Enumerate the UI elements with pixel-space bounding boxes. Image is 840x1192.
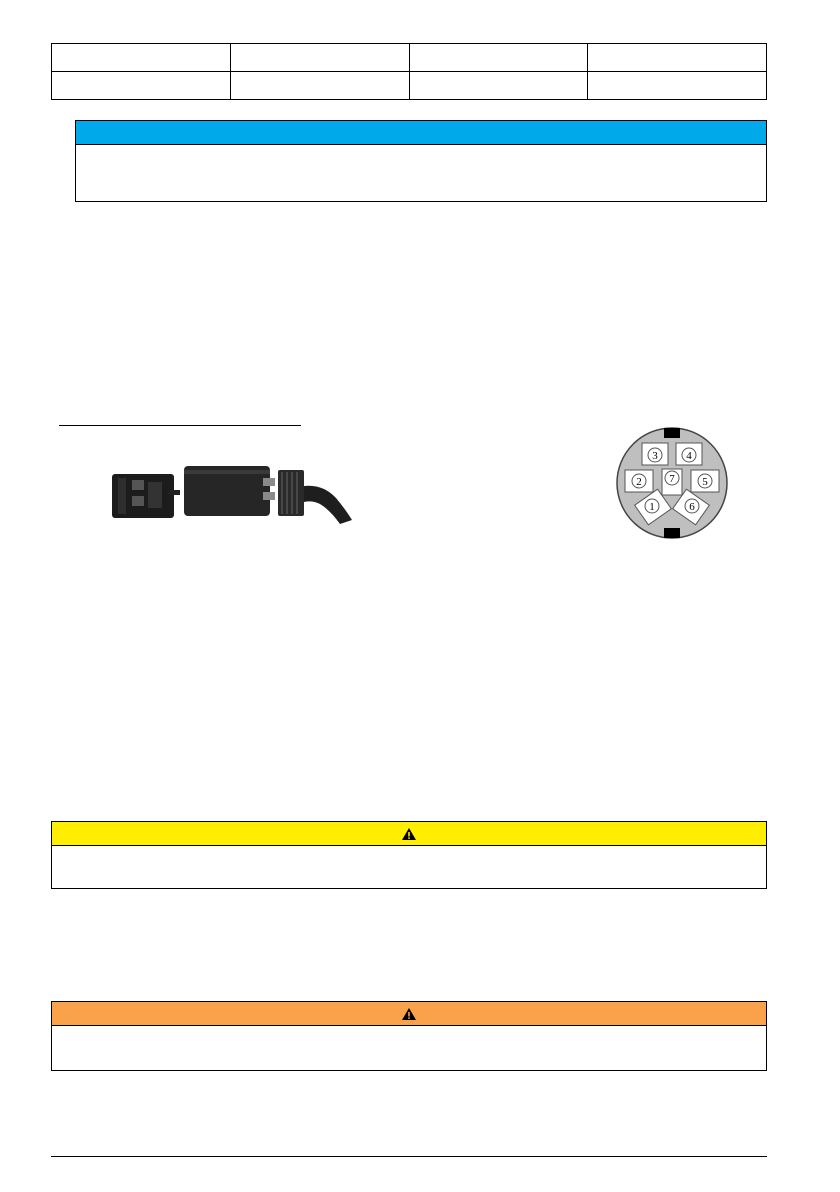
table-row <box>52 72 767 100</box>
key-notch <box>664 528 680 538</box>
caution-box <box>51 821 767 889</box>
caution-header-bar <box>52 822 766 846</box>
table-cell <box>52 44 231 72</box>
pin-4 <box>676 443 702 465</box>
table-row <box>52 44 767 72</box>
notice-box <box>75 120 767 202</box>
pin-5 <box>691 470 719 492</box>
table-cell <box>230 72 409 100</box>
pin-7 <box>662 469 682 495</box>
warning-triangle-icon <box>401 827 417 841</box>
pin-label: 1 <box>649 501 655 513</box>
pin-2 <box>625 470 653 492</box>
footer-rule <box>51 1156 767 1157</box>
table-cell <box>409 72 588 100</box>
pin-3 <box>642 443 668 465</box>
pin-label: 5 <box>702 476 708 488</box>
warning-box <box>51 1001 767 1071</box>
pin-label: 6 <box>689 501 695 513</box>
warning-triangle-icon <box>401 1007 417 1021</box>
section-heading-rule <box>59 425 301 426</box>
spec-table <box>51 43 767 100</box>
pin-label: 7 <box>669 473 675 485</box>
table-cell <box>588 72 767 100</box>
pin-label: 4 <box>686 450 692 462</box>
connector-pinout-diagram <box>612 423 732 543</box>
pin-label: 2 <box>636 476 642 488</box>
warning-header-bar <box>52 1002 766 1026</box>
pin-label: 3 <box>652 450 658 462</box>
key-notch <box>664 428 680 438</box>
table-cell <box>588 44 767 72</box>
table-cell <box>52 72 231 100</box>
notice-header-bar <box>76 121 766 145</box>
table-cell <box>409 44 588 72</box>
table-cell <box>230 44 409 72</box>
connector-assembly-illustration <box>108 462 358 526</box>
